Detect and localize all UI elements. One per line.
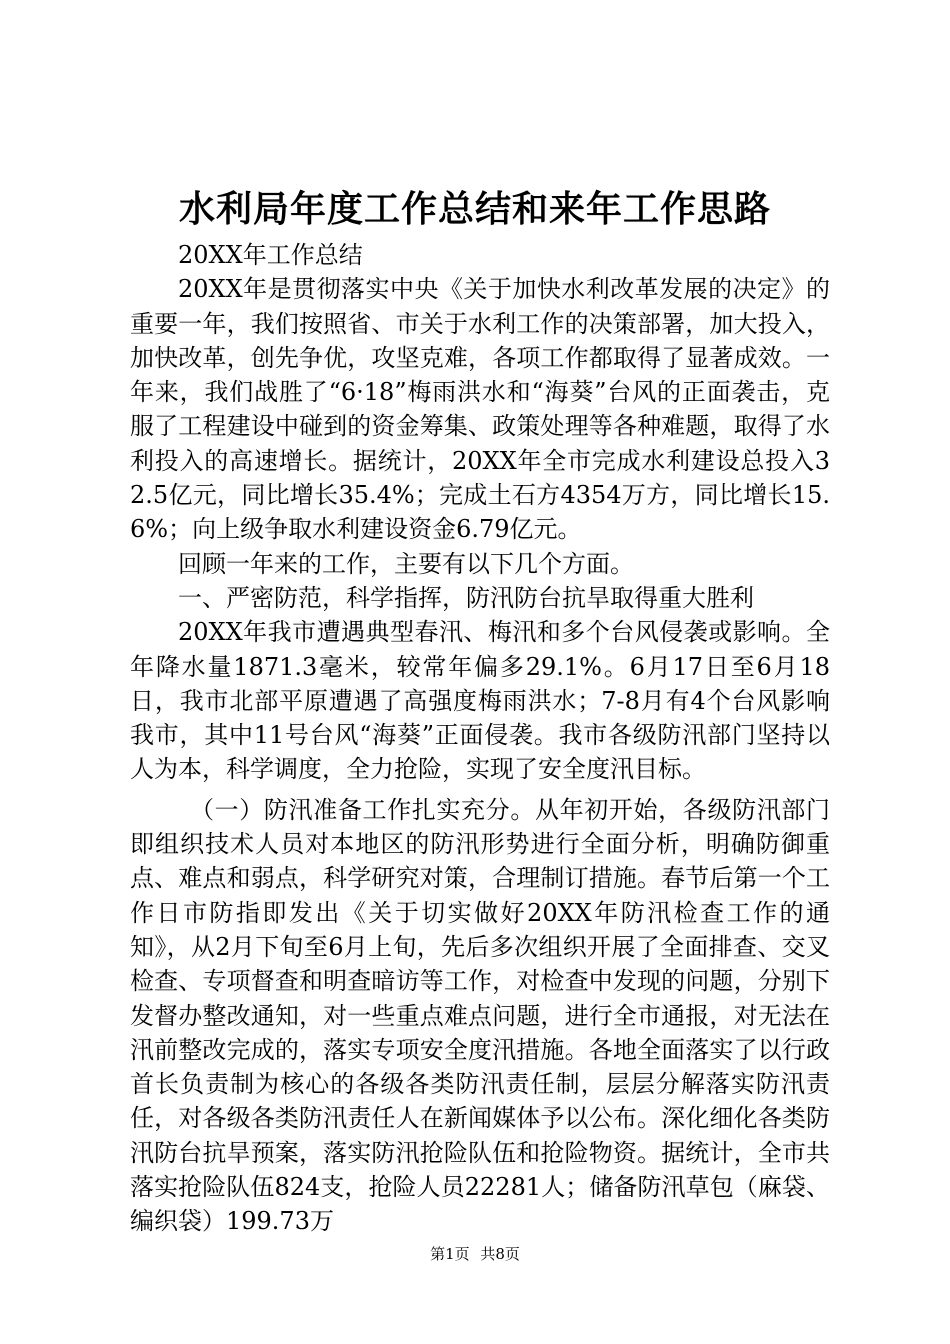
page-total: 共8页	[480, 1245, 520, 1263]
page-footer	[0, 1244, 950, 1264]
paragraph-flood-preparation: （一）防汛准备工作扎实充分。从年初开始，各级防汛部门即组织技术人员对本地区的防汛形势进行全面分析，明确防御重点、难点和弱点，科学研究对策，合理制订措施。春节后第一个工作日市防指即发出《关于切实做好20XX年防汛检查工作的通知》，从2月下旬至6月上旬，先后多次组织开展了全面排查、交叉检查、专项督查和明查暗访等工作，对检查中发现的问题，分别下发督办整改通知，对一些重点难点问题，进行全市通报，对无法在汛前整改完成的，落实专项安全度汛措施。各地全面落实了以行政首长负责制为核心的各级各类防汛责任制，层层分解落实防汛责任，对各级各类防汛责任人在新闻媒体予以公布。深化细化各类防汛防台抗旱预案，落实防汛抢险队伍和抢险物资。据统计，全市共落实抢险队伍824支，抢险人员22281人；储备防汛草包（麻袋、编织袋）199.73万	[130, 795, 830, 1236]
page-number: 第1页	[430, 1245, 470, 1263]
paragraph-overview: 20XX年是贯彻落实中央《关于加快水利改革发展的决定》的重要一年，我们按照省、市关于水利工作的决策部署，加大投入，加快改革，创先争优，攻坚克难，各项工作都取得了显著成效。一年来，我们战胜了“6·18”梅雨洪水和“海葵”台风的正面袭击，克服了工程建设中碰到的资金筹集、政策处理等各种难题，取得了水利投入的高速增长。据统计，20XX年全市完成水利建设总投入32.5亿元，同比增长35.4%；完成土石方4354万方，同比增长15.6%；向上级争取水利建设资金6.79亿元。	[130, 275, 830, 544]
paragraph-section-heading: 20XX年工作总结	[178, 241, 363, 269]
document-body	[130, 238, 830, 1239]
paragraph-review-intro: 回顾一年来的工作，主要有以下几个方面。	[178, 549, 634, 578]
document-title: 水利局年度工作总结和来年工作思路	[178, 188, 771, 230]
paragraph-flood-summary: 20XX年我市遭遇典型春汛、梅汛和多个台风侵袭或影响。全年降水量1871.3毫米，较常年偏多29.1%。6月17日至6月18日，我市北部平原遭遇了高强度梅雨洪水；7-8月有4个台风影响我市，其中11号台风“海葵”正面侵袭。我市各级防汛部门坚持以人为本，科学调度，全力抢险，实现了安全度汛目标。	[130, 618, 830, 784]
paragraph-heading-one: 一、严密防范，科学指挥，防汛防台抗旱取得重大胜利	[178, 583, 754, 612]
